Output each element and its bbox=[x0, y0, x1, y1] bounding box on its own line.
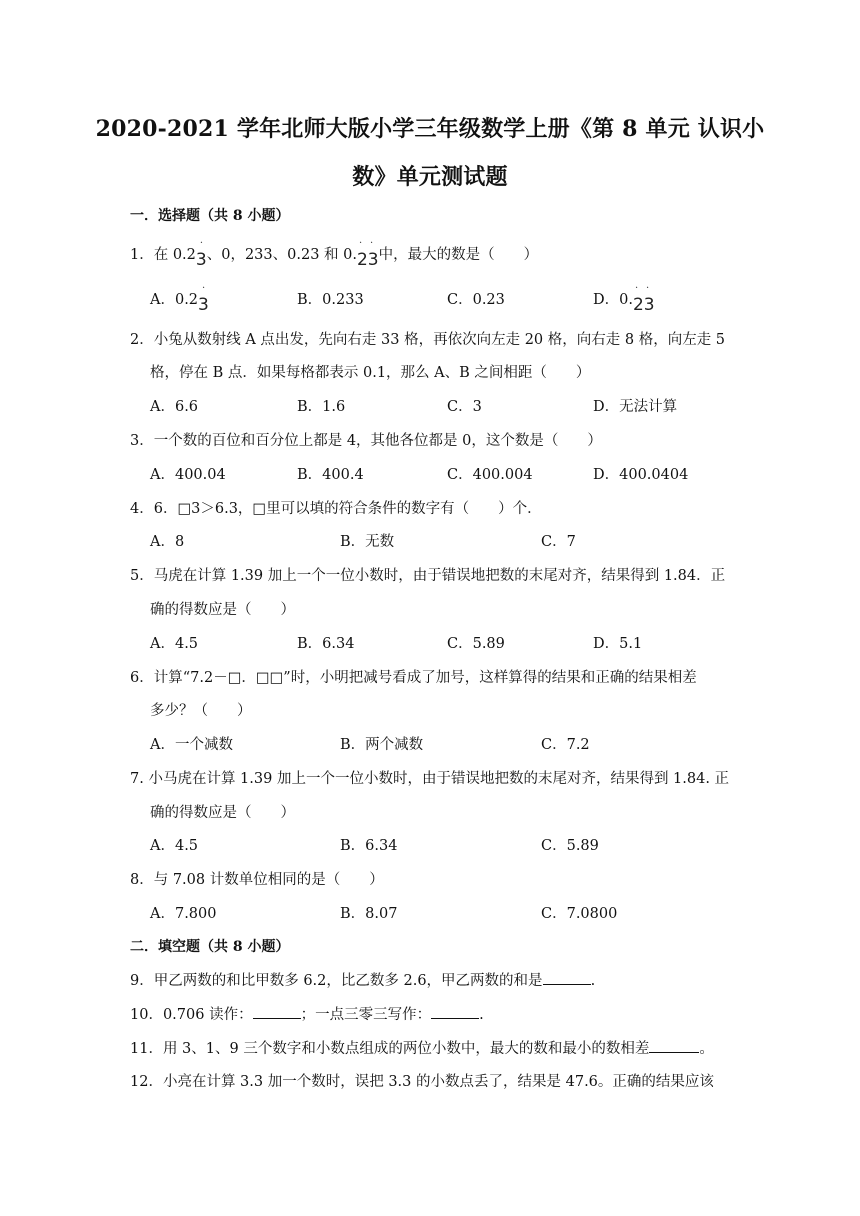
option-2a: A．6.6 bbox=[150, 399, 199, 415]
answer-blank-10a[interactable] bbox=[253, 1006, 301, 1019]
question-2-line1: 2．小兔从数射线 A 点出发，先向右走 33 格，再依次向左走 20 格，向右走 8 格，向左走 5 bbox=[130, 332, 726, 348]
answer-blank-10b[interactable] bbox=[431, 1006, 479, 1019]
question-7-line1: 7. 小马虎在计算 1.39 加上一个一位小数时，由于错误地把数的末尾对齐，结果得到 1.84. 正 bbox=[130, 771, 730, 787]
question-1-post: 中，最大的数是（ ） bbox=[378, 247, 539, 263]
question-6-line1: 6．计算“7.2－□．□□”时，小明把减号看成了加号，这样算得的结果和正确的结果相差 bbox=[130, 670, 697, 686]
question-6-line2: 多少？（ ） bbox=[150, 703, 252, 719]
option-5a: A．4.5 bbox=[150, 636, 199, 652]
answer-blank-11[interactable] bbox=[649, 1040, 699, 1053]
option-2c: C．3 bbox=[447, 399, 482, 415]
option-1b: B．0.233 bbox=[297, 292, 364, 308]
question-1-mid: 、0，233、0.23 和 0. bbox=[206, 247, 357, 263]
option-3c: C．400.004 bbox=[447, 467, 533, 483]
document-title-line1: 2020-2021 学年北师大版小学三年级数学上册《第 8 单元 认识小 bbox=[95, 116, 765, 142]
repeating-decimal-1: · 3 bbox=[195, 238, 207, 270]
option-6b: B．两个减数 bbox=[340, 737, 424, 753]
option-1a: A．0.2 · 3 bbox=[150, 283, 209, 315]
option-7c: C．5.89 bbox=[541, 838, 599, 854]
question-12-line1: 12．小亮在计算 3.3 加一个数时，误把 3.3 的小数点丢了，结果是 47.6。正确的结果应该 bbox=[130, 1074, 714, 1090]
option-3d: D．400.0404 bbox=[593, 467, 689, 483]
question-1-pre: 1．在 0.2 bbox=[130, 247, 196, 263]
section-heading-fill: 二．填空题（共 8 小题） bbox=[130, 939, 290, 955]
option-7b: B．6.34 bbox=[340, 838, 398, 854]
question-5-line1: 5．马虎在计算 1.39 加上一个一位小数时，由于错误地把数的末尾对齐，结果得到 1.84．正 bbox=[130, 568, 726, 584]
answer-blank-9[interactable] bbox=[543, 972, 591, 985]
question-3-line1: 3．一个数的百位和百分位上都是 4，其他各位都是 0，这个数是（ ） bbox=[130, 433, 602, 449]
question-7-line2: 确的得数应是（ ） bbox=[150, 805, 295, 821]
section-heading-choice: 一．选择题（共 8 小题） bbox=[130, 208, 290, 224]
option-3b: B．400.4 bbox=[297, 467, 364, 483]
question-9: 9．甲乙两数的和比甲数多 6.2，比乙数多 2.6，甲乙两数的和是 . bbox=[130, 973, 596, 989]
repeating-decimal-2: · · 23 bbox=[356, 238, 379, 270]
option-8c: C．7.0800 bbox=[541, 906, 618, 922]
option-5d: D．5.1 bbox=[593, 636, 643, 652]
document-title-line2: 数》单元测试题 bbox=[352, 164, 508, 190]
option-1c: C．0.23 bbox=[447, 292, 505, 308]
question-4-line1: 4．6．□3＞6.3，□里可以填的符合条件的数字有（ ）个． bbox=[130, 501, 542, 517]
question-5-line2: 确的得数应是（ ） bbox=[150, 602, 295, 618]
question-11: 11．用 3、1、9 三个数字和小数点组成的两位小数中，最大的数和最小的数相差 。 bbox=[130, 1041, 714, 1057]
option-8a: A．7.800 bbox=[150, 906, 217, 922]
option-5b: B．6.34 bbox=[297, 636, 355, 652]
question-1 bbox=[130, 238, 539, 270]
option-6c: C．7.2 bbox=[541, 737, 590, 753]
option-4b: B．无数 bbox=[340, 534, 395, 550]
option-2b: B．1.6 bbox=[297, 399, 346, 415]
option-5c: C．5.89 bbox=[447, 636, 505, 652]
option-1d: D．0. · · 23 bbox=[593, 283, 655, 315]
option-6a: A．一个减数 bbox=[150, 737, 233, 753]
option-3a: A．400.04 bbox=[150, 467, 226, 483]
option-4a: A．8 bbox=[150, 534, 185, 550]
question-8-line1: 8．与 7.08 计数单位相同的是（ ） bbox=[130, 872, 384, 888]
question-2-line2: 格，停在 B 点．如果每格都表示 0.1，那么 A、B 之间相距（ ） bbox=[150, 365, 591, 381]
question-10: 10．0.706 读作： ；一点三零三写作： . bbox=[130, 1007, 484, 1023]
option-2d: D．无法计算 bbox=[593, 399, 678, 415]
option-8b: B．8.07 bbox=[340, 906, 398, 922]
option-7a: A．4.5 bbox=[150, 838, 199, 854]
option-4c: C．7 bbox=[541, 534, 576, 550]
